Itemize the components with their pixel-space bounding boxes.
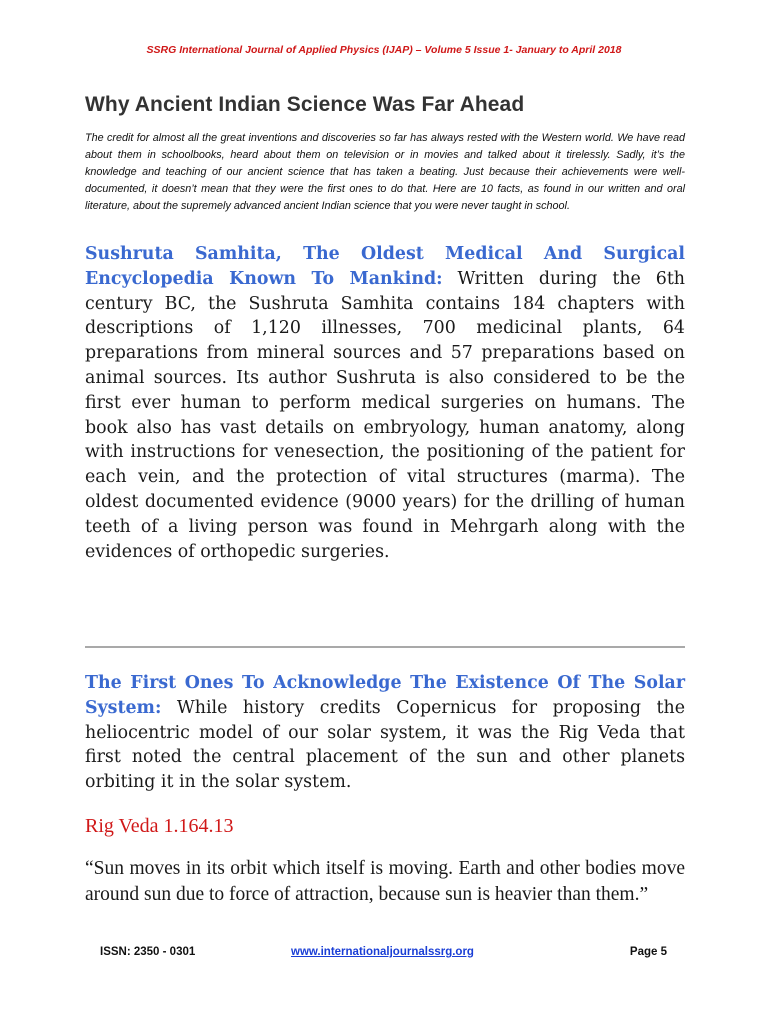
article-title: Why Ancient Indian Science Was Far Ahead (85, 93, 525, 116)
section-heading-solar-system: The First Ones To Acknowledge The Existence Of The Solar System: (85, 673, 685, 718)
section-body-sushruta: Written during the 6th century BC, the Sushruta Samhita contains 184 chapters with descriptions of 1,120 illnesses, 700 medicinal plants, 64 preparations from mineral sources and 57 preparations based on animal sources. Its author Sushruta is also considered to be the first ever human to perform medical surgeries on humans. The book also has vast details on embryology, human anatomy, along with instructions for venesection, the positioning of the patient for each vein, and the protection of vital structures (marma). The oldest documented evidence (9000 years) for the drilling of human teeth of a living person was found in Mehrgarh along with the evidences of orthopedic surgeries. (85, 268, 686, 562)
footer-page-number: Page 5 (629, 946, 667, 958)
page-footer (85, 946, 685, 966)
section-divider (85, 646, 685, 648)
footer-issn: ISSN: 2350 - 0301 (100, 946, 196, 958)
section-solar-system (85, 671, 685, 795)
section-body-solar-system: While history credits Copernicus for proposing the heliocentric model of our solar system, it was the Rig Veda that first noted the central placement of the sun and other planets orbiting it in the solar system. (85, 697, 685, 793)
footer-website-link[interactable]: www.internationaljournalssrg.org (291, 946, 474, 958)
section-sushruta (85, 242, 685, 564)
section-heading-sushruta: Sushruta Samhita, The Oldest Medical And Surgical Encyclopedia Known To Mankind: (85, 244, 685, 289)
article-intro: The credit for almost all the great inventions and discoveries so far has always rested with the Western world. We have read about them in schoolbooks, heard about them on television or in movies and talked about it tirelessly. Sadly, it’s the knowledge and teaching of our ancient science that has taken a beating. Just because their achievements were well-documented, it doesn’t mean that they were the first ones to do that. Here are 10 facts, as found in our written and oral literature, about the supremely advanced ancient Indian science that you were never taught in school. (85, 132, 685, 212)
verse-quote: “Sun moves in its orbit which itself is moving. Earth and other bodies move around sun due to force of attraction, because sun is heavier than them.” (85, 858, 685, 905)
verse-reference: Rig Veda 1.164.13 (85, 815, 234, 837)
journal-header: SSRG International Journal of Applied Physics (IJAP) – Volume 5 Issue 1- January to April 2018 (146, 44, 622, 56)
